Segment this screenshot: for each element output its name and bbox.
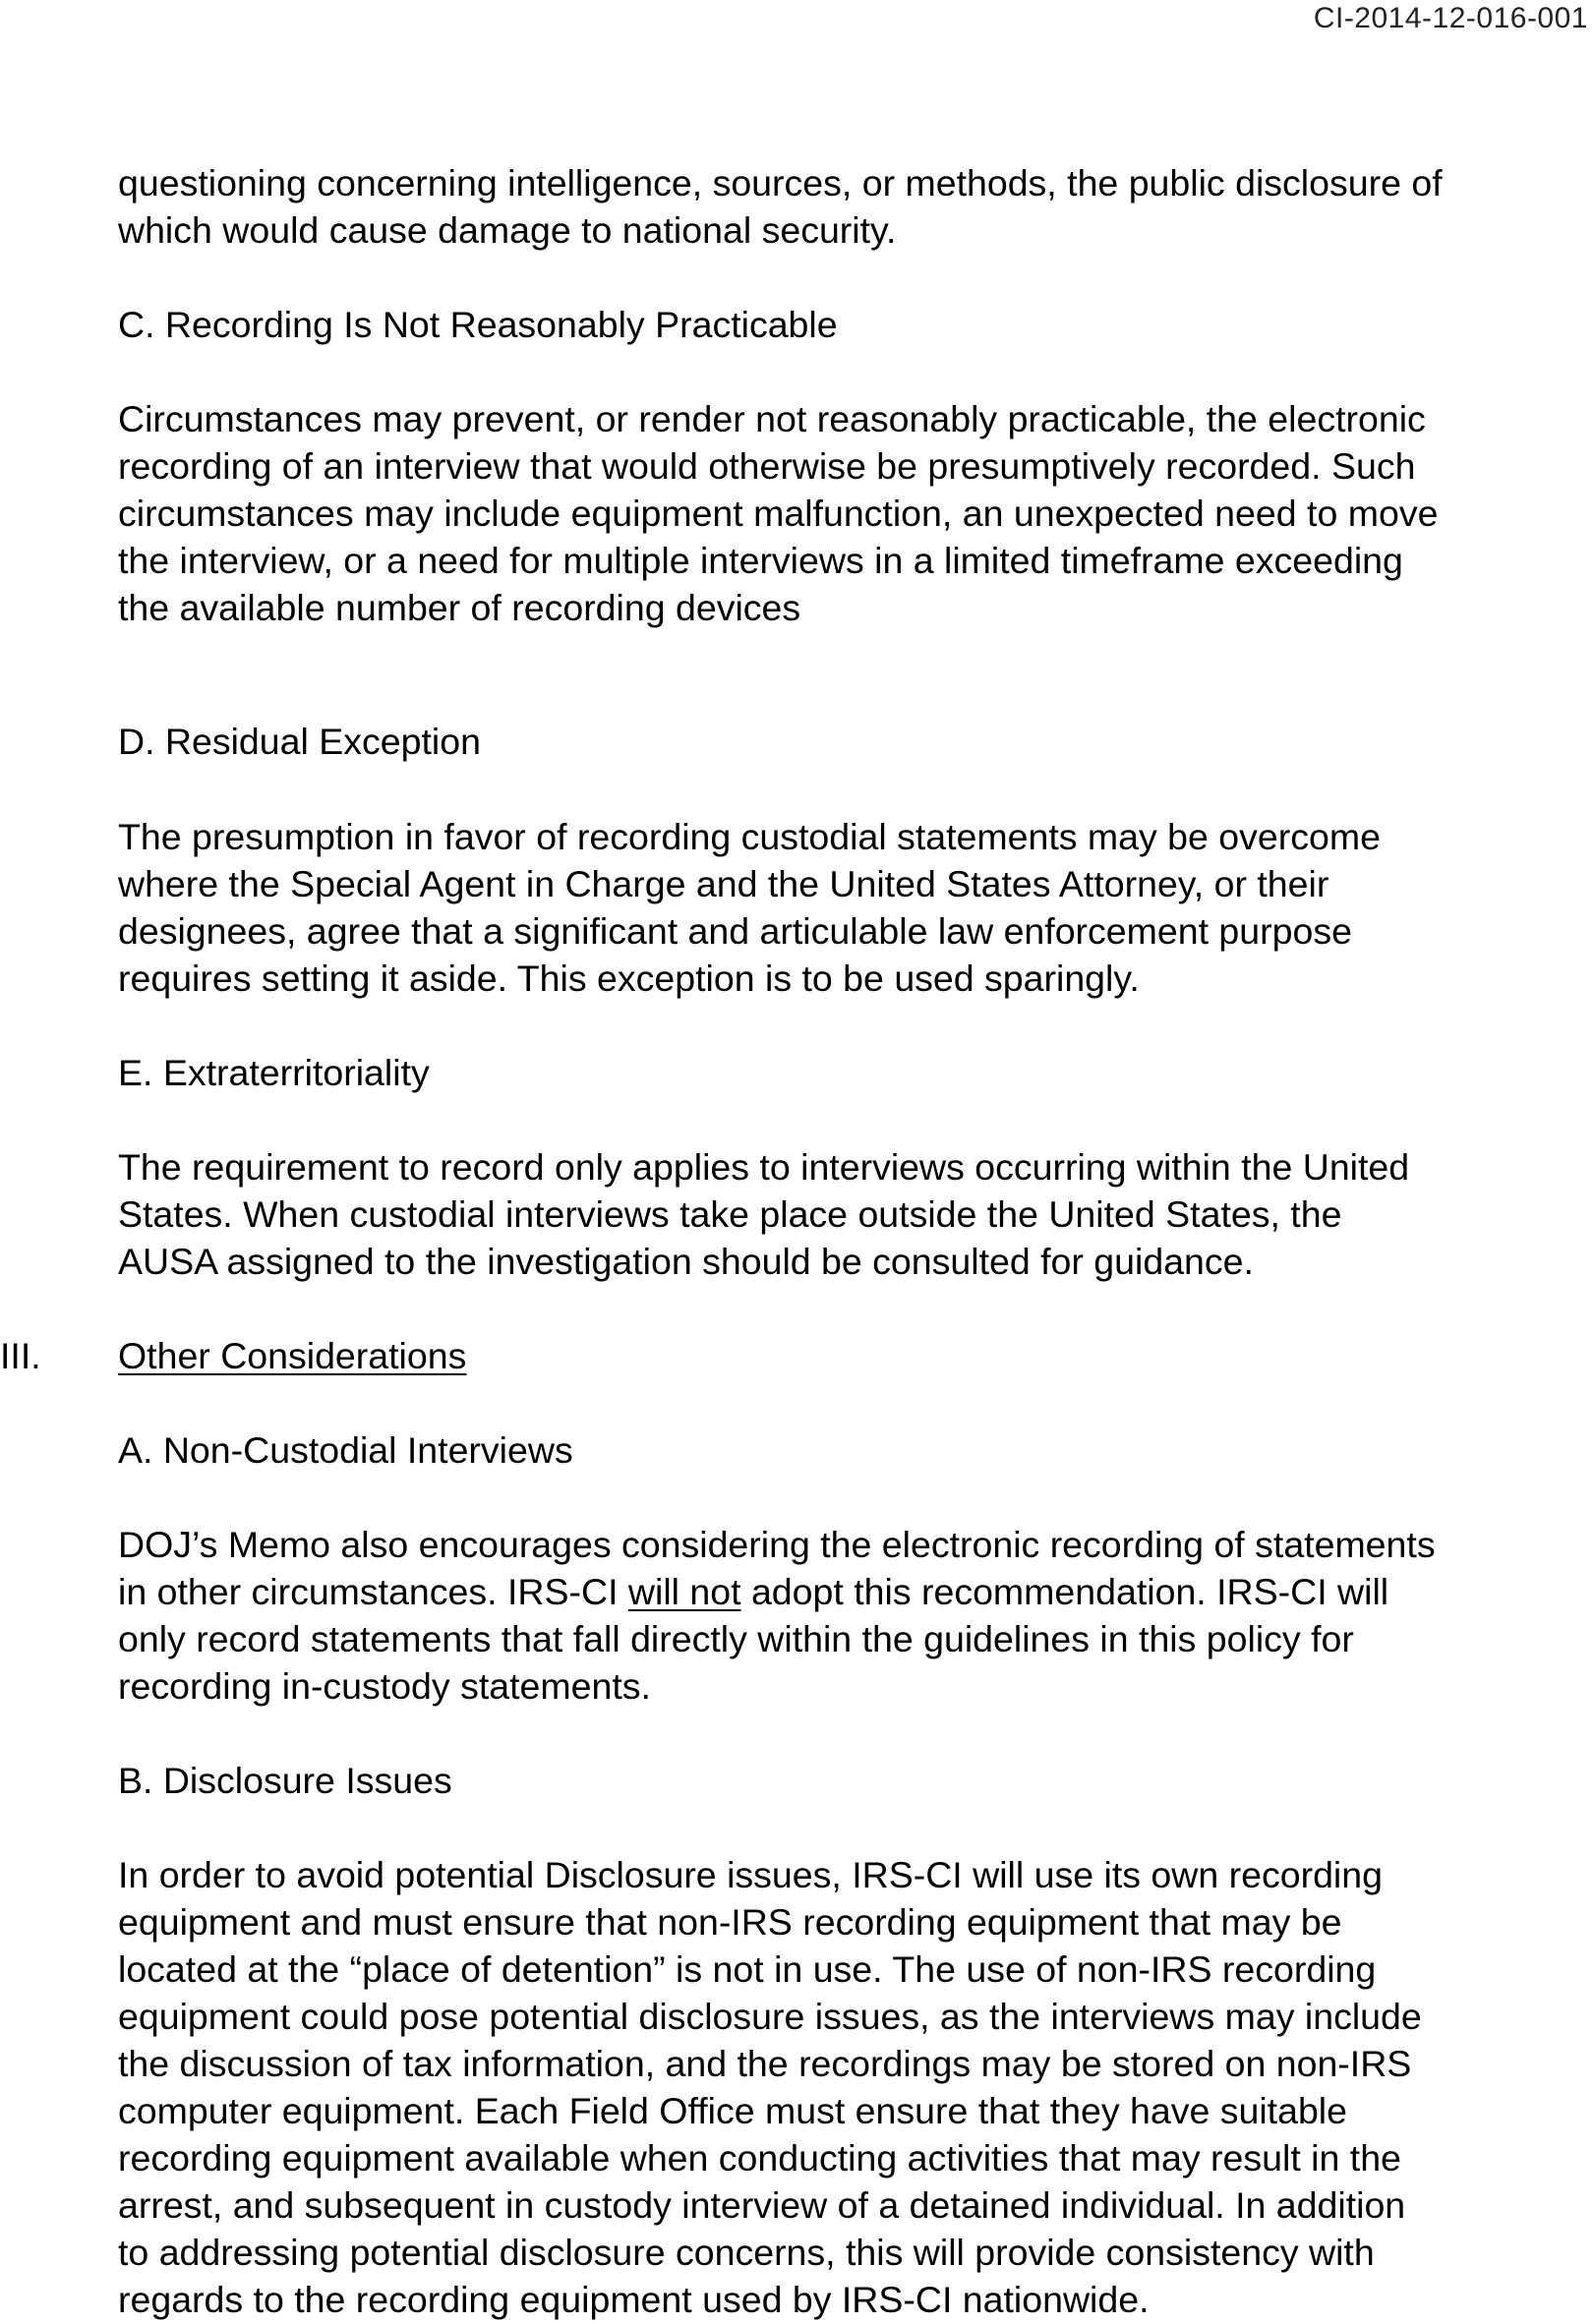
paragraph-line: recording in-custody statements. bbox=[118, 1665, 651, 1707]
paragraph-line: which would cause damage to national security. bbox=[118, 209, 897, 251]
section-heading-c: C. Recording Is Not Reasonably Practicable bbox=[118, 304, 838, 345]
paragraph-line: where the Special Agent in Charge and the United States Attorney, or their bbox=[118, 863, 1329, 904]
subsection-heading-a: A. Non-Custodial Interviews bbox=[118, 1429, 573, 1471]
paragraph-line: The presumption in favor of recording custodial statements may be overcome bbox=[118, 816, 1381, 857]
text-run: adopt this recommendation. IRS-CI will bbox=[740, 1571, 1389, 1612]
paragraph-line: equipment could pose potential disclosure issues, as the interviews may include bbox=[118, 1996, 1422, 2037]
section-title: Other Considerations bbox=[118, 1335, 467, 1376]
paragraph-line: equipment and must ensure that non-IRS recording equipment that may be bbox=[118, 1901, 1342, 1943]
paragraph-line: DOJ’s Memo also encourages considering the electronic recording of statements bbox=[118, 1524, 1436, 1565]
emphasis-underlined: will not bbox=[627, 1571, 741, 1612]
paragraph-line: designees, agree that a significant and articulable law enforcement purpose bbox=[118, 910, 1352, 952]
paragraph-line: only record statements that fall directly within the guidelines in this policy for bbox=[118, 1618, 1354, 1659]
paragraph-line: AUSA assigned to the investigation should be consulted for guidance. bbox=[118, 1241, 1254, 1282]
paragraph-line: States. When custodial interviews take place outside the United States, the bbox=[118, 1193, 1342, 1235]
section-numeral: III. bbox=[0, 1335, 41, 1376]
paragraph-line: recording equipment available when conducting activities that may result in the bbox=[118, 2137, 1401, 2179]
paragraph-line: located at the “place of detention” is not in use. The use of non-IRS recording bbox=[118, 1948, 1377, 1990]
paragraph-line: the discussion of tax information, and the recordings may be stored on non-IRS bbox=[118, 2043, 1412, 2084]
section-heading-e: E. Extraterritoriality bbox=[118, 1052, 430, 1093]
paragraph-line: The requirement to record only applies to interviews occurring within the United bbox=[118, 1146, 1410, 1188]
paragraph-line: the interview, or a need for multiple interviews in a limited timeframe exceeding bbox=[118, 540, 1403, 581]
paragraph-line bbox=[118, 1571, 1389, 1612]
paragraph-line: circumstances may include equipment malfunction, an unexpected need to move bbox=[118, 493, 1439, 534]
section-heading-d: D. Residual Exception bbox=[118, 721, 481, 762]
paragraph-line: arrest, and subsequent in custody interview of a detained individual. In addition bbox=[118, 2184, 1406, 2226]
text-run: in other circumstances. IRS-CI bbox=[118, 1571, 628, 1612]
subsection-heading-b: B. Disclosure Issues bbox=[118, 1760, 452, 1801]
paragraph-line: the available number of recording devices bbox=[118, 587, 801, 628]
paragraph-line: computer equipment. Each Field Office must ensure that they have suitable bbox=[118, 2090, 1347, 2131]
paragraph-line: Circumstances may prevent, or render not reasonably practicable, the electronic bbox=[118, 398, 1426, 439]
paragraph-line: recording of an interview that would otherwise be presumptively recorded. Such bbox=[118, 445, 1416, 487]
document-id: CI-2014-12-016-001 bbox=[1313, 2, 1588, 34]
paragraph-line: regards to the recording equipment used by IRS-CI nationwide. bbox=[118, 2279, 1150, 2320]
paragraph-line: In order to avoid potential Disclosure issues, IRS-CI will use its own recording bbox=[118, 1854, 1383, 1895]
paragraph-line: questioning concerning intelligence, sources, or methods, the public disclosure of bbox=[118, 162, 1443, 203]
paragraph-line: requires setting it aside. This exception is to be used sparingly. bbox=[118, 958, 1140, 999]
paragraph-line: to addressing potential disclosure concerns, this will provide consistency with bbox=[118, 2232, 1375, 2273]
